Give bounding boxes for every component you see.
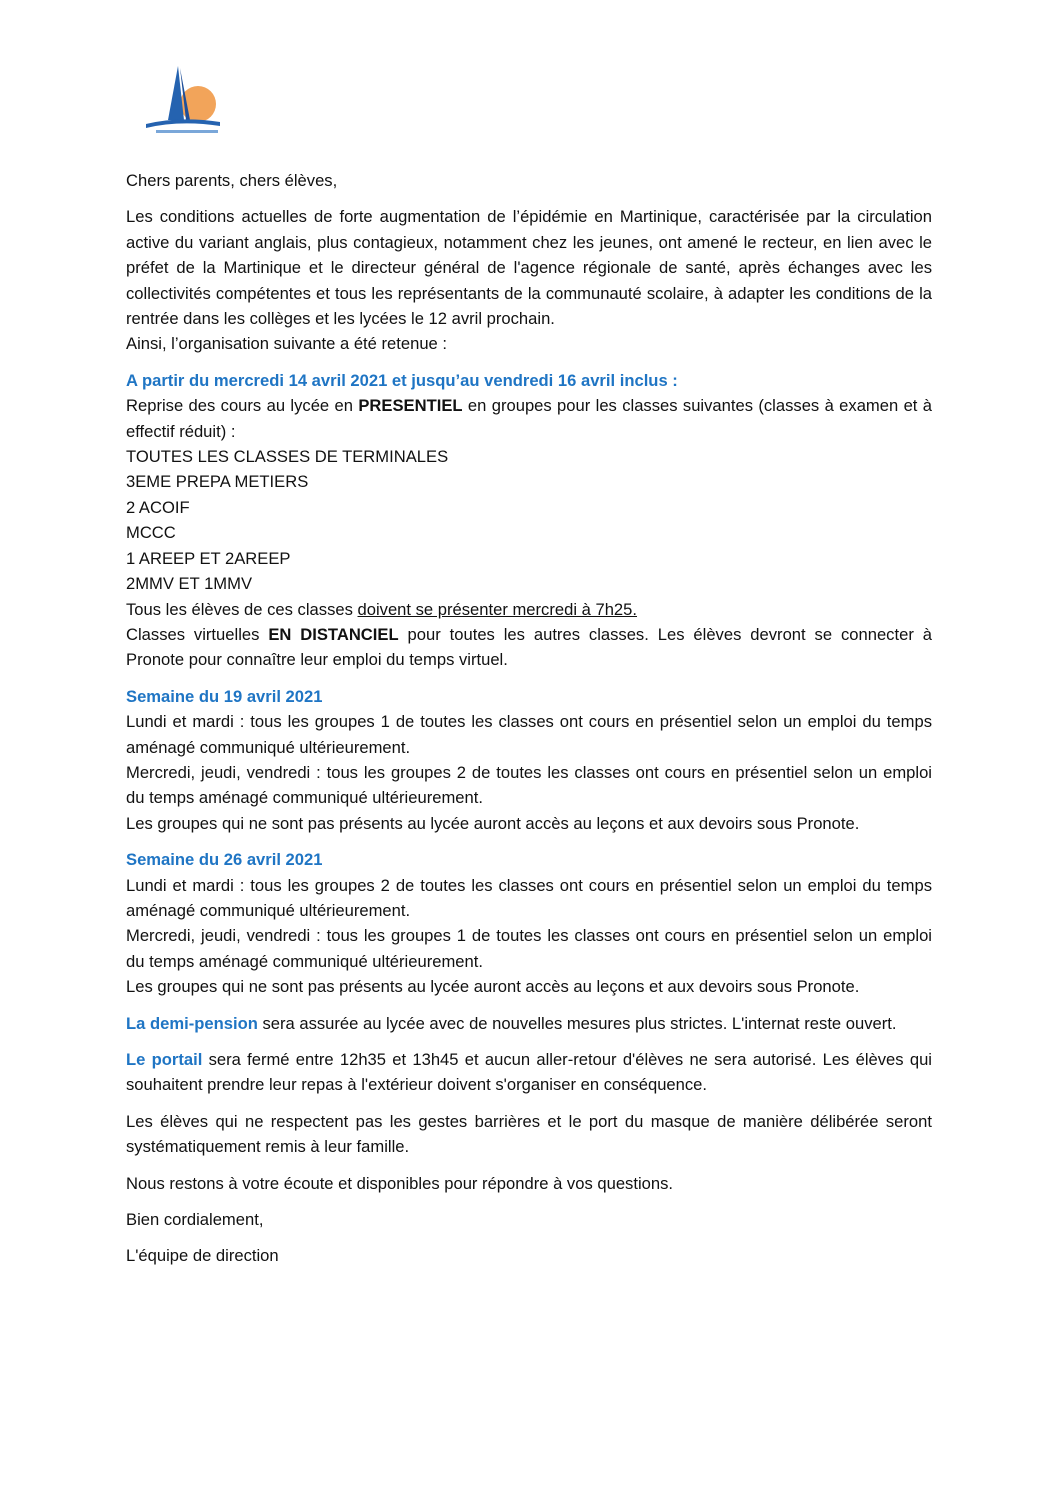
class-item: MCCC — [126, 523, 176, 543]
reprise-post: en groupes pour les classes suivantes (classes à examen et à effectif réduit) : — [126, 396, 932, 441]
demi-pension-paragraph — [126, 1011, 932, 1036]
section1-heading: A partir du mercredi 14 avril 2021 et jusqu’au vendredi 16 avril inclus : — [126, 370, 678, 390]
logo-wave — [146, 119, 220, 128]
portail-paragraph — [126, 1047, 932, 1098]
section2-heading: Semaine du 19 avril 2021 — [126, 686, 323, 706]
intro-conclusion: Ainsi, l’organisation suivante a été retenue : — [126, 334, 448, 354]
virtual-post: pour toutes les autres classes. Les élèves devront se connecter à Pronote pour connaître leur emploi du temps virtuel. — [126, 624, 932, 670]
virtual-paragraph — [126, 622, 932, 673]
class-item: TOUTES LES CLASSES DE TERMINALES — [126, 447, 449, 467]
logo-caption-bar — [156, 130, 218, 133]
virtual-bold: EN DISTANCIEL — [268, 624, 399, 644]
classes-list — [126, 444, 932, 596]
reprise-paragraph — [126, 393, 932, 444]
sailboat-logo-icon — [140, 62, 222, 140]
greeting: Chers parents, chers élèves, — [126, 171, 338, 190]
gestes-paragraph: Les élèves qui ne respectent pas les gestes barrières et le port du masque de manière délibérée seront systématiquement remis à leur famille. — [126, 1111, 932, 1157]
letter-body — [126, 168, 932, 1269]
reprise-pre: Reprise des cours au lycée en — [126, 396, 359, 416]
section2-line: Mercredi, jeudi, vendredi : tous les groupes 2 de toutes les classes ont cours en présentiel selon un emploi du temps aménagé communiqué ultérieurement. — [126, 762, 932, 808]
section3-heading: Semaine du 26 avril 2021 — [126, 850, 323, 870]
reprise-bold: PRESENTIEL — [358, 396, 463, 416]
section2-line: Les groupes qui ne sont pas présents au lycée auront accès au leçons et aux devoirs sous Pronote. — [126, 813, 860, 833]
section3-line: Mercredi, jeudi, vendredi : tous les groupes 1 de toutes les classes ont cours en présentiel selon un emploi du temps aménagé communiqué ultérieurement. — [126, 926, 932, 971]
virtual-pre: Classes virtuelles — [126, 624, 269, 644]
presence-pre: Tous les élèves de ces classes — [126, 599, 358, 619]
section3-line: Les groupes qui ne sont pas présents au lycée auront accès au leçons et aux devoirs sous Pronote. — [126, 977, 860, 997]
class-item: 2MMV ET 1MMV — [126, 574, 253, 594]
demi-pension-keyword: La demi-pension — [126, 1013, 258, 1033]
portail-text: sera fermé entre 12h35 et 13h45 et aucun aller-retour d'élèves ne sera autorisé. Les élèves qui souhaitent prendre leur repas à l'extérieur doivent s'organiser en conséquence. — [126, 1050, 932, 1095]
ecoute-paragraph: Nous restons à votre écoute et disponibles pour répondre à vos questions. — [126, 1173, 674, 1193]
presence-underline: doivent se présenter mercredi à 7h25. — [357, 599, 638, 619]
intro-paragraph: Les conditions actuelles de forte augmentation de l’épidémie en Martinique, caractérisée par la circulation active du variant anglais, plus contagieux, notamment chez les jeunes, ont amené le recteur, en lien avec le préfet de la Martinique et le directeur général de l'agence régionale de santé, après échanges avec les collectivités compétentes et tous les représentants de la communauté scolaire, à adapter les conditions de la rentrée dans les collèges et les lycées le 12 avril prochain. — [126, 207, 932, 329]
logo-sail — [168, 66, 184, 120]
class-item: 3EME PREPA METIERS — [126, 472, 309, 492]
school-logo — [140, 62, 222, 140]
signature: L'équipe de direction — [126, 1246, 279, 1266]
demi-pension-text: sera assurée au lycée avec de nouvelles mesures plus strictes. L'internat reste ouvert. — [257, 1013, 897, 1033]
class-item: 2 ACOIF — [126, 497, 190, 517]
section2-line: Lundi et mardi : tous les groupes 1 de toutes les classes ont cours en présentiel selon un emploi du temps aménagé communiqué ultérieurement. — [126, 712, 932, 757]
section3-line: Lundi et mardi : tous les groupes 2 de toutes les classes ont cours en présentiel selon un emploi du temps aménagé communiqué ultérieurement. — [126, 875, 932, 920]
portail-keyword: Le portail — [126, 1050, 203, 1069]
class-item: 1 AREEP ET 2AREEP — [126, 548, 291, 568]
presence-line — [126, 597, 932, 622]
closing: Bien cordialement, — [126, 1210, 264, 1230]
